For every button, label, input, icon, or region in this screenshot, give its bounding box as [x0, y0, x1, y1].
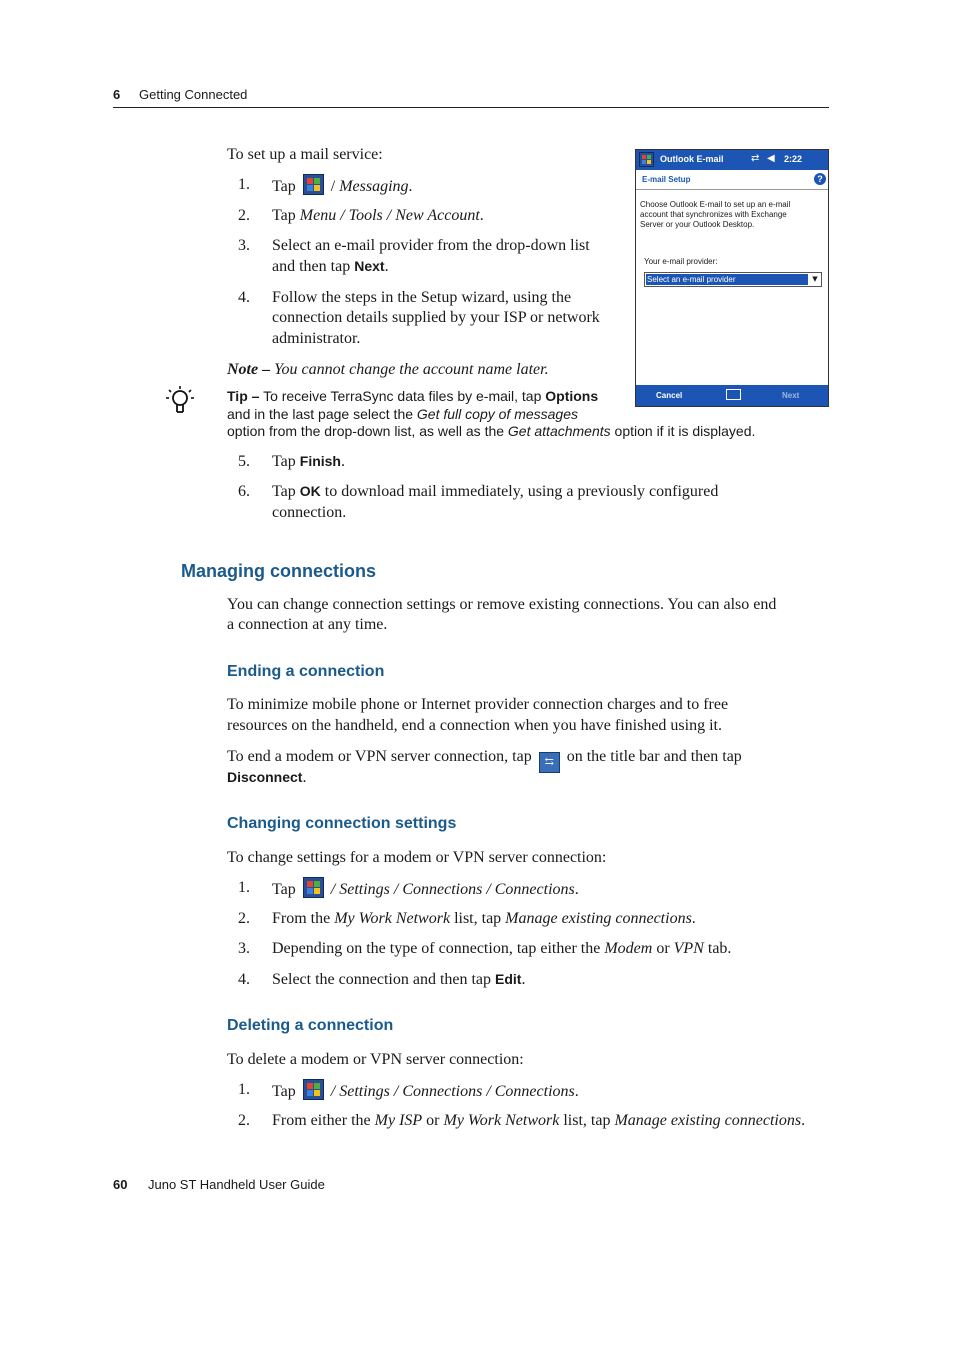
tip-italic: Get full copy of messages	[416, 406, 578, 422]
ui-label-next: Next	[354, 258, 385, 274]
paragraph-text: To end a modem or VPN server connection, tap	[227, 748, 532, 765]
page-number: 60	[113, 1177, 128, 1192]
provider-label: Your e-mail provider:	[644, 257, 718, 266]
step-number: 2.	[238, 1112, 250, 1129]
step-number: 3.	[238, 940, 250, 957]
step-italic: My ISP	[374, 1112, 423, 1129]
provider-dropdown[interactable]	[644, 272, 822, 287]
step-text-pre: Tap	[272, 178, 296, 195]
step-number: 1.	[238, 176, 250, 193]
tip-line	[227, 422, 755, 440]
paragraph-text: on the title bar and then tap	[566, 748, 742, 765]
step-text-slash: /	[330, 178, 340, 195]
step-text-pre: Tap	[272, 881, 296, 898]
step-text-pre: Depending on the type of connection, tap either the	[272, 940, 605, 957]
chapter-number: 6	[113, 87, 121, 102]
step-text	[272, 1110, 805, 1131]
step-number: 5.	[238, 453, 250, 470]
subsection-heading-deleting: Deleting a connection	[227, 1017, 394, 1034]
step-text-end: .	[521, 971, 526, 988]
step-menu-path: / Settings / Connections / Connections	[330, 881, 575, 898]
step-text-pre: Tap	[272, 453, 300, 470]
step-text-pre: Tap	[272, 1083, 296, 1100]
device-subheader	[636, 170, 828, 190]
step-text	[272, 1079, 579, 1102]
step-text-pre: Tap	[272, 483, 300, 500]
running-footer: Juno ST Handheld User Guide	[148, 1177, 325, 1192]
windows-start-icon	[303, 1079, 324, 1100]
next-soft-key[interactable]: Next	[782, 391, 800, 400]
step-text-mid: or	[422, 1112, 444, 1129]
step-text	[272, 908, 696, 929]
step-text-pre: Select the connection and then tap	[272, 971, 496, 988]
step-text-line	[272, 256, 389, 277]
step-number: 6.	[238, 483, 250, 500]
section-heading-managing: Managing connections	[181, 561, 377, 581]
lightbulb-icon	[166, 386, 194, 416]
step-text-end: .	[801, 1112, 806, 1129]
windows-start-icon	[639, 152, 654, 167]
connectivity-icon: ⇄	[751, 153, 760, 164]
step-text-end: .	[341, 453, 345, 470]
step-number: 1.	[238, 879, 250, 896]
ui-label-options: Options	[545, 388, 599, 404]
device-desc-line: Server or your Outlook Desktop.	[640, 220, 755, 229]
device-soft-key-bar	[636, 385, 828, 406]
header-rule	[113, 107, 829, 108]
step-text-post: to download mail immediately, using a previously configured	[320, 483, 719, 500]
step-italic: Manage existing connections	[505, 910, 692, 927]
step-text-end: .	[691, 910, 696, 927]
windows-start-icon	[303, 877, 324, 898]
tip-italic: Get attachments	[507, 423, 611, 439]
step-number: 1.	[238, 1081, 250, 1098]
tip-text: option from the drop-down list, as well as the	[227, 423, 508, 439]
step-text	[272, 481, 718, 502]
step-text	[272, 938, 731, 959]
step-text-line: Select an e-mail provider from the drop-down list	[272, 237, 590, 254]
step-italic: Manage existing connections	[614, 1112, 802, 1129]
step-menu-path: Messaging	[339, 178, 409, 195]
ui-label-disconnect: Disconnect	[227, 769, 303, 785]
setup-intro: To set up a mail service:	[227, 146, 383, 163]
step-text	[272, 205, 484, 226]
step-text-end: .	[479, 207, 484, 224]
running-header: Getting Connected	[139, 87, 248, 102]
subsection-heading-changing: Changing connection settings	[227, 815, 457, 832]
step-text-pre: From either the	[272, 1112, 375, 1129]
device-page-title: E-mail Setup	[642, 175, 691, 184]
step-italic: VPN	[673, 940, 704, 957]
step-menu-path: Menu / Tools / New Account	[299, 207, 480, 224]
tip-text: option if it is displayed.	[610, 423, 756, 439]
keyboard-icon[interactable]	[726, 389, 741, 400]
step-text	[272, 451, 345, 472]
windows-start-icon	[303, 174, 324, 195]
chevron-down-icon[interactable]: ▼	[812, 275, 818, 283]
step-italic: My Work Network	[443, 1112, 560, 1129]
note-label: Note –	[227, 361, 271, 378]
ui-label-edit: Edit	[495, 971, 522, 987]
tip-text: and in the last page select the	[227, 406, 417, 422]
tip-text: To receive TerraSync data files by e-mail, tap	[263, 388, 546, 404]
step-text-pre: From the	[272, 910, 335, 927]
step-text-end: .	[408, 178, 413, 195]
step-text-mid: list, tap	[559, 1112, 615, 1129]
tip-label: Tip –	[227, 388, 260, 404]
device-desc-line: Choose Outlook E-mail to set up an e-mail	[640, 200, 791, 209]
device-clock: 2:22	[784, 154, 803, 164]
connectivity-icon: ⇆	[539, 752, 560, 773]
step-number: 3.	[238, 237, 250, 254]
device-description	[640, 200, 790, 230]
ui-label-ok: OK	[299, 483, 321, 499]
step-text-line: connection.	[272, 504, 347, 521]
step-text-mid: list, tap	[450, 910, 506, 927]
speaker-icon: ◀	[767, 153, 775, 164]
device-screenshot	[635, 149, 829, 407]
help-icon[interactable]: ?	[814, 173, 826, 185]
step-number: 2.	[238, 910, 250, 927]
step-italic: Modem	[604, 940, 653, 957]
step-text-end: .	[574, 881, 579, 898]
device-title-bar	[636, 150, 828, 170]
tip-line	[227, 387, 598, 405]
device-desc-line: account that synchronizes with Exchange	[640, 210, 787, 219]
step-text	[272, 174, 413, 197]
step-text-line: connection details supplied by your ISP or network	[272, 309, 600, 326]
paragraph-line: To minimize mobile phone or Internet provider connection charges and to free	[227, 696, 729, 713]
note	[227, 359, 549, 380]
subsection-heading-ending: Ending a connection	[227, 663, 385, 680]
step-number: 2.	[238, 207, 250, 224]
step-text-mid: or	[652, 940, 674, 957]
step-text-end: .	[574, 1083, 579, 1100]
paragraph-line: To change settings for a modem or VPN server connection:	[227, 849, 607, 866]
ui-label-finish: Finish	[299, 453, 341, 469]
step-text-pre: and then tap	[272, 258, 355, 275]
cancel-soft-key[interactable]: Cancel	[656, 391, 683, 400]
step-italic: My Work Network	[334, 910, 451, 927]
device-app-title: Outlook E-mail	[660, 154, 724, 164]
step-text-line: administrator.	[272, 330, 361, 347]
step-number: 4.	[238, 971, 250, 988]
step-menu-path: / Settings / Connections / Connections	[330, 1083, 575, 1100]
step-text-end: .	[384, 258, 389, 275]
paragraph-line: You can change connection settings or remove existing connections. You can also end	[227, 596, 777, 613]
note-text: You cannot change the account name later.	[274, 361, 549, 378]
step-text-end: tab.	[703, 940, 732, 957]
step-number: 4.	[238, 289, 250, 306]
paragraph-line	[227, 767, 306, 788]
step-text	[272, 969, 525, 990]
paragraph-text-end: .	[302, 769, 307, 786]
step-text-line: Follow the steps in the Setup wizard, using the	[272, 289, 572, 306]
provider-dropdown-value: Select an e-mail provider	[646, 274, 808, 285]
step-text-pre: Tap	[272, 207, 300, 224]
tip-line	[227, 405, 578, 423]
step-text	[272, 877, 579, 900]
paragraph-line: To delete a modem or VPN server connection:	[227, 1051, 524, 1068]
paragraph-line: a connection at any time.	[227, 616, 388, 633]
paragraph-line: resources on the handheld, end a connection when you have finished using it.	[227, 717, 722, 734]
